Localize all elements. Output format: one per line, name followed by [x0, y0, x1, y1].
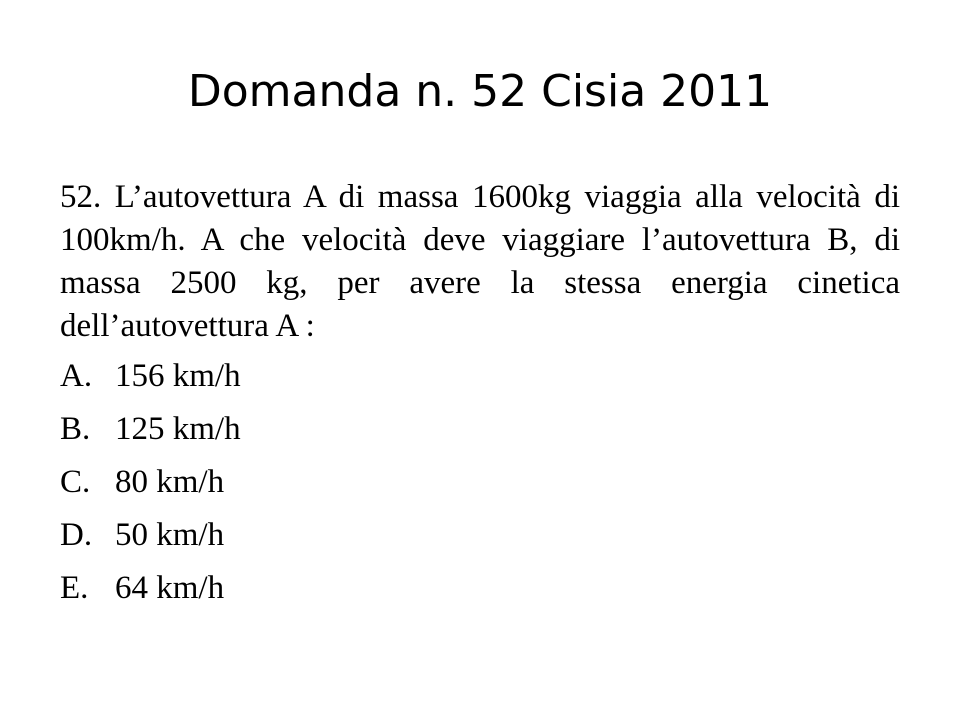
option-letter: C.	[60, 464, 91, 500]
answer-option-d	[60, 509, 900, 562]
answer-options	[60, 350, 900, 615]
answer-option-e	[60, 562, 900, 615]
question-block	[60, 176, 900, 615]
option-text: 156 km/h	[115, 358, 241, 394]
option-text: 64 km/h	[115, 570, 225, 606]
question-text: 52. L’autovettura A di massa 1600kg viaggia alla velocità di 100km/h. A che velocità deve viaggiare l’autovettura B, di massa 2500 kg, per avere la stessa energia cinetica dell’autovettura A :	[60, 179, 900, 344]
answer-option-a	[60, 350, 900, 403]
answer-option-b	[60, 403, 900, 456]
slide-title: Domanda n. 52 Cisia 2011	[187, 66, 773, 117]
option-text: 125 km/h	[115, 411, 241, 447]
answer-option-c	[60, 456, 900, 509]
option-text: 80 km/h	[115, 464, 225, 500]
option-text: 50 km/h	[115, 517, 225, 553]
option-letter: B.	[60, 411, 91, 447]
option-letter: E.	[60, 570, 89, 606]
option-letter: A.	[60, 358, 93, 394]
option-letter: D.	[60, 517, 93, 553]
